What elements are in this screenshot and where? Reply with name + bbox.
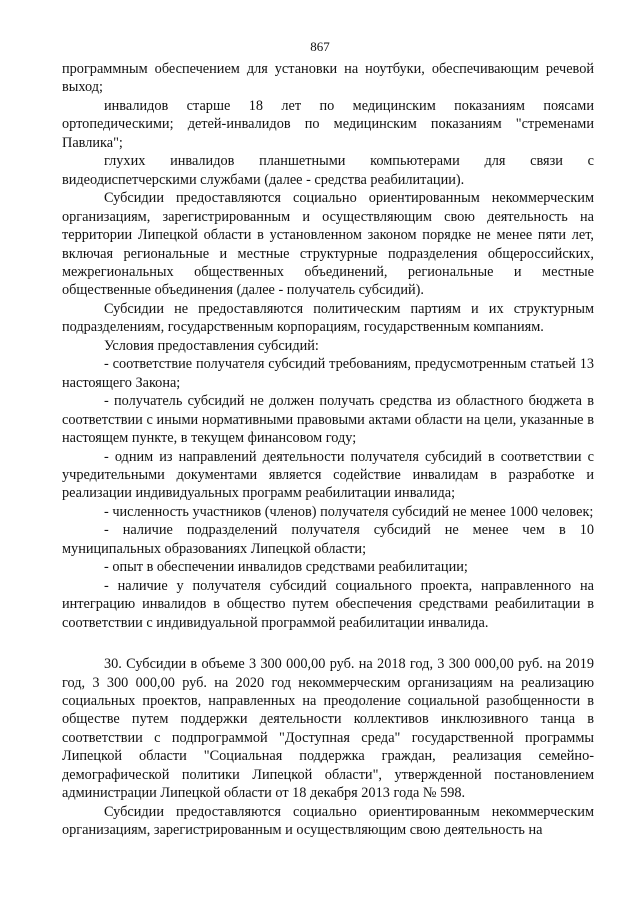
paragraph: Субсидии предоставляются социально ориентированным некоммерческим организациям, зарегистрированным и осуществляющим свою деятельность на территории Липецкой области в установленном законом порядке не менее пяти лет, включая региональные и местные структурные подразделения общероссийских, межрегиональных общественных объединений, региональные и местные общественные объединения (далее - получатель субсидий). xyxy=(62,190,594,299)
paragraph-gap xyxy=(62,632,594,655)
list-item: - опыт в обеспечении инвалидов средствами реабилитации; xyxy=(104,559,468,576)
paragraph: программным обеспечением для установки на ноутбуки, обеспечивающим речевой выход; xyxy=(62,61,594,96)
document-body xyxy=(62,60,594,840)
list-item: - наличие у получателя субсидий социального проекта, направленного на интеграцию инвалидов в общество путем обеспечения средствами реабилитации в соответствии с индивидуальной программой реабилитации инвалида. xyxy=(62,577,594,631)
list-item: - одним из направлений деятельности получателя субсидий в соответствии с учредительными документами является содействие инвалидам в разработке и реализации индивидуальных программ реабилитации инвалида; xyxy=(62,448,594,502)
list-item: - численность участников (членов) получателя субсидий не менее 1000 человек; xyxy=(104,503,594,520)
paragraph: Субсидии не предоставляются политическим партиям и их структурным подразделениям, государственным корпорациям, государственным компаниям. xyxy=(62,300,594,336)
paragraph: 30. Субсидии в объеме 3 300 000,00 руб. на 2018 год, 3 300 000,00 руб. на 2019 год, 3 300 000,00 руб. на 2020 год некоммерческим организациям на реализацию социальных проектов, направленных на преодоление социальной разобщенности в обществе путем поддержки деятельности коллективов инклюзивного танца в соответствии с подпрограммой "Доступная среда" государственной программы Липецкой области "Социальная поддержка граждан, реализация семейно-демографической политики Липецкой области", утвержденной постановлением администрации Липецкой области от 18 декабря 2013 года № 598. xyxy=(62,656,594,802)
paragraph: инвалидов старше 18 лет по медицинским показаниям поясами ортопедическими; детей-инвалидов по медицинским показаниям "стременами Павлика"; xyxy=(62,97,594,151)
paragraph: Субсидии предоставляются социально ориентированным некоммерческим организациям, зарегистрированным и осуществляющим свою деятельность на xyxy=(62,803,594,839)
list-item: - получатель субсидий не должен получать средства из областного бюджета в соответствии с иными нормативными правовыми актами области на цели, указанные в настоящем пункте, в текущем финансовом году; xyxy=(62,393,594,447)
list-item: - наличие подразделений получателя субсидий не менее чем в 10 муниципальных образованиях Липецкой области; xyxy=(62,522,594,557)
paragraph: глухих инвалидов планшетными компьютерами для связи с видеодиспетчерскими службами (далее - средства реабилитации). xyxy=(62,153,594,188)
list-item: - соответствие получателя субсидий требованиям, предусмотренным статьей 13 настоящего Закона; xyxy=(62,356,594,391)
page-number: 867 xyxy=(310,39,330,54)
paragraph: Условия предоставления субсидий: xyxy=(104,337,319,354)
